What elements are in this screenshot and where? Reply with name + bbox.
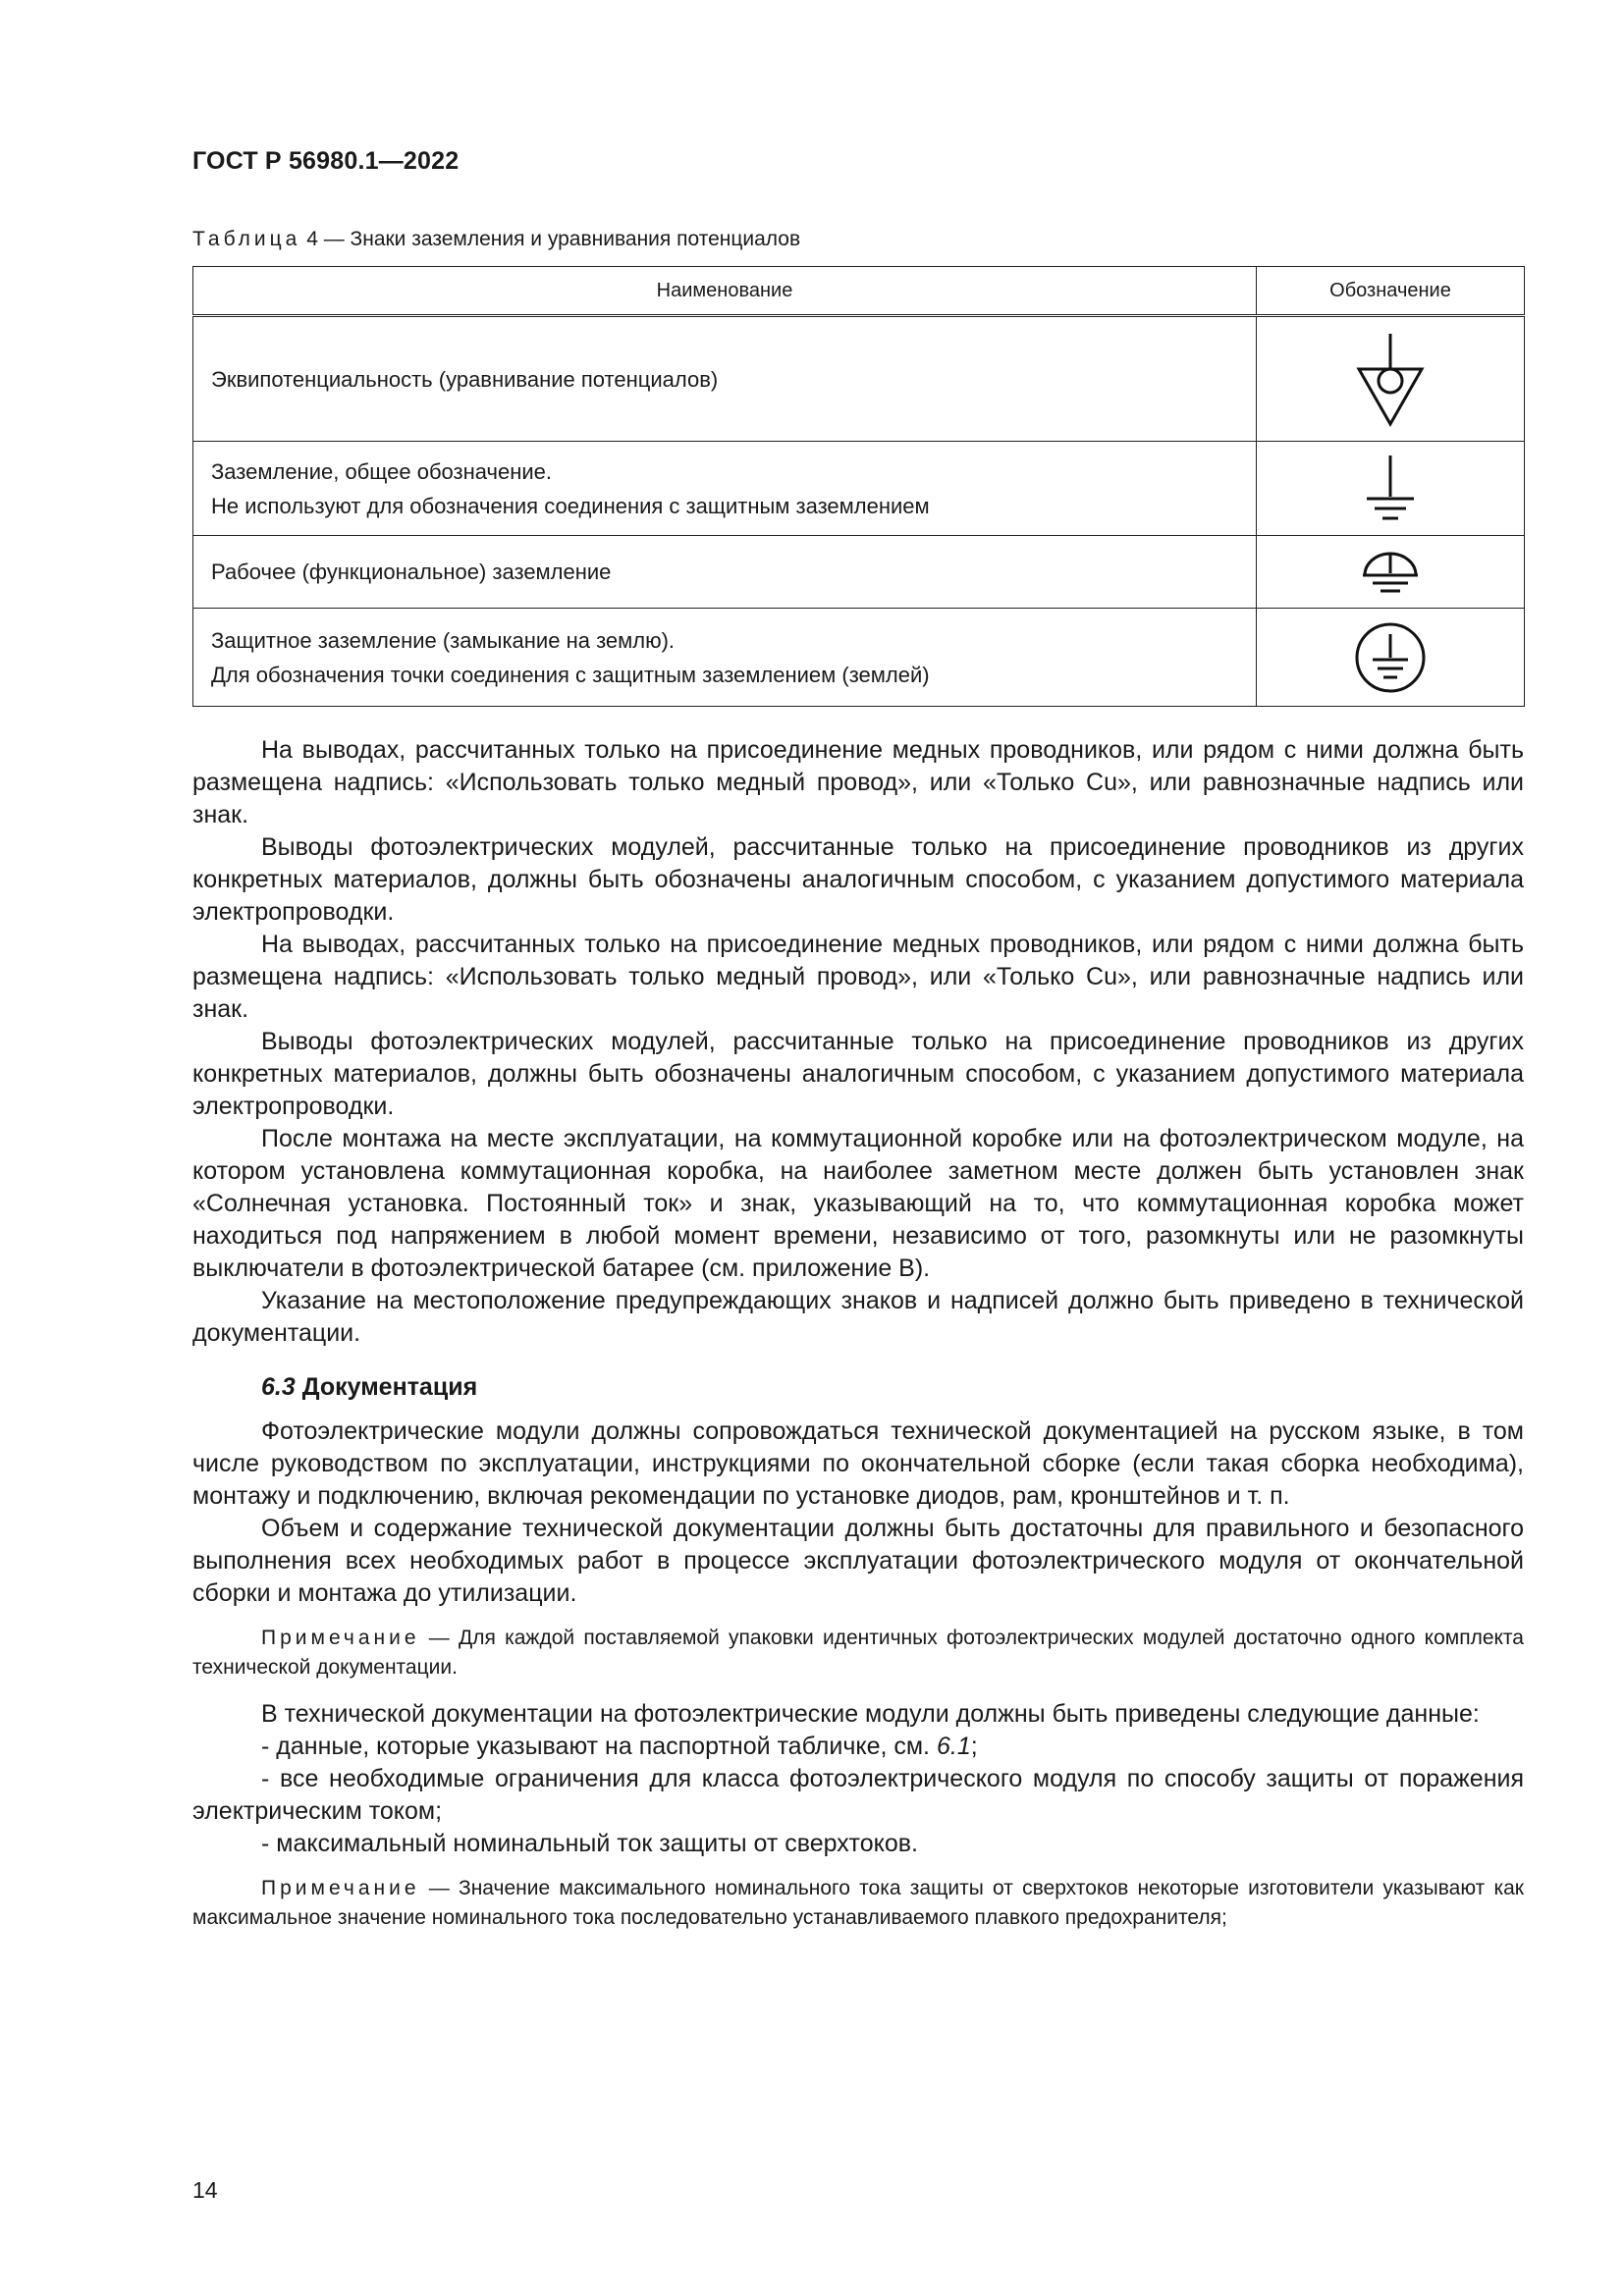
note xyxy=(192,1874,1524,1933)
row-name-line: Рабочее (функциональное) заземление xyxy=(211,560,612,584)
document-body xyxy=(192,734,1524,1949)
table-row xyxy=(193,536,1525,609)
note-label: Примечание xyxy=(261,1627,420,1649)
column-header-symbol: Обозначение xyxy=(1257,267,1525,316)
paragraph: Выводы фотоэлектрических модулей, рассчитанные только на присоединение проводников из других конкретных материалов, должны быть обозначены аналогичным способом, с указанием допустимого материала электропроводки. xyxy=(192,1028,1524,1120)
note xyxy=(192,1624,1524,1682)
paragraph: На выводах, рассчитанных только на присоединение медных проводников, или рядом с ними должна быть размещена надпись: «Использовать только медный провод», или «Только Cu», или равнозначные надпись или знак. xyxy=(192,736,1524,828)
paragraph: Выводы фотоэлектрических модулей, рассчитанные только на присоединение проводников из других конкретных материалов, должны быть обозначены аналогичным способом, с указанием допустимого материала электропроводки. xyxy=(192,833,1524,926)
section-heading xyxy=(192,1371,1524,1404)
row-name-line: Защитное заземление (замыкание на землю). xyxy=(211,627,676,653)
table-row xyxy=(193,609,1525,707)
section-number: 6.3 xyxy=(261,1373,296,1401)
list-item: - все необходимые ограничения для класса фотоэлектрического модуля по способу защиты от поражения электрическим током; xyxy=(192,1765,1524,1825)
table-caption xyxy=(192,228,800,251)
note-text: — Для каждой поставляемой упаковки идентичных фотоэлектрических модулей достаточно одного комплекта технической документации. xyxy=(192,1627,1524,1679)
row-name xyxy=(193,442,1257,536)
page-number: 14 xyxy=(192,2177,218,2203)
row-name-line: Заземление, общее обозначение. xyxy=(211,458,553,484)
row-symbol xyxy=(1257,316,1525,442)
column-header-name: Наименование xyxy=(193,267,1257,316)
row-symbol xyxy=(1257,609,1525,707)
standard-designation: ГОСТ Р 56980.1—2022 xyxy=(192,147,460,175)
row-name-line: Не используют для обозначения соединения с защитным заземлением xyxy=(211,493,930,518)
row-name-line: Для обозначения точки соединения с защитным заземлением (землей) xyxy=(211,662,930,687)
table-row xyxy=(193,442,1525,536)
row-name xyxy=(193,316,1257,442)
cross-reference: 6.1 xyxy=(936,1733,971,1760)
row-symbol xyxy=(1257,442,1525,536)
requirements-list xyxy=(192,1731,1524,1860)
equipotentiality-icon xyxy=(1356,330,1425,428)
row-name xyxy=(193,609,1257,707)
row-name-line: Эквипотенциальность (уравнивание потенциалов) xyxy=(211,366,719,392)
paragraph: Фотоэлектрические модули должны сопровождаться технической документацией на русском языке, в том числе руководством по эксплуатации, инструкциями по окончательной сборке (если такая сборка необходима), монтажу и подключению, включая рекомендации по установке диодов, рам, кронштейнов и т. п. xyxy=(192,1417,1524,1510)
table-header-row xyxy=(193,267,1525,316)
note-text: — Значение максимального номинального тока защиты от сверхтоков некоторые изготовители указывают как максимальное значение номинального тока последовательно устанавливаемого плавкого предохранителя; xyxy=(192,1877,1524,1929)
earth-ground-icon xyxy=(1363,452,1418,526)
functional-earth-icon xyxy=(1359,550,1422,595)
paragraph: Объем и содержание технической документации должны быть достаточны для правильного и безопасного выполнения всех необходимых работ в процессе эксплуатации фотоэлектрического модуля от окончательной сборки и монтажа до утилизации. xyxy=(192,1515,1524,1607)
paragraph: На выводах, рассчитанных только на присоединение медных проводников, или рядом с ними должна быть размещена надпись: «Использовать только медный провод», или «Только Cu», или равнозначные надпись или знак. xyxy=(192,931,1524,1023)
paragraph: Указание на местоположение предупреждающих знаков и надписей должно быть приведено в технической документации. xyxy=(192,1287,1524,1347)
paragraph: В технической документации на фотоэлектрические модули должны быть приведены следующие данные: xyxy=(261,1700,1480,1728)
list-item-suffix: ; xyxy=(970,1733,978,1760)
protective-earth-icon xyxy=(1353,620,1428,695)
table-caption-text: 4 — Знаки заземления и уравнивания потенциалов xyxy=(306,228,801,250)
paragraph: После монтажа на месте эксплуатации, на коммутационной коробке или на фотоэлектрическом модуле, на котором установлена коммутационная коробка, на наиболее заметном месте должен быть установлен знак «Солнечная установка. Постоянный ток» и знак, указывающий на то, что коммутационная коробка может находиться под напряжением в любой момент времени, независимо от того, разомкнуты или не разомкнуты выключатели в фотоэлектрической батарее (см. приложение В). xyxy=(192,1125,1524,1282)
grounding-signs-table xyxy=(192,266,1525,707)
row-symbol xyxy=(1257,536,1525,609)
list-item: - максимальный номинальный ток защиты от сверхтоков. xyxy=(261,1830,918,1857)
table-caption-prefix: Таблица xyxy=(192,228,301,250)
table-row xyxy=(193,316,1525,442)
row-name xyxy=(193,536,1257,609)
section-title: Документация xyxy=(301,1373,478,1401)
note-label: Примечание xyxy=(261,1877,420,1899)
list-item-text: - данные, которые указывают на паспортной табличке, см. xyxy=(261,1733,931,1760)
list-item xyxy=(192,1731,1524,1763)
